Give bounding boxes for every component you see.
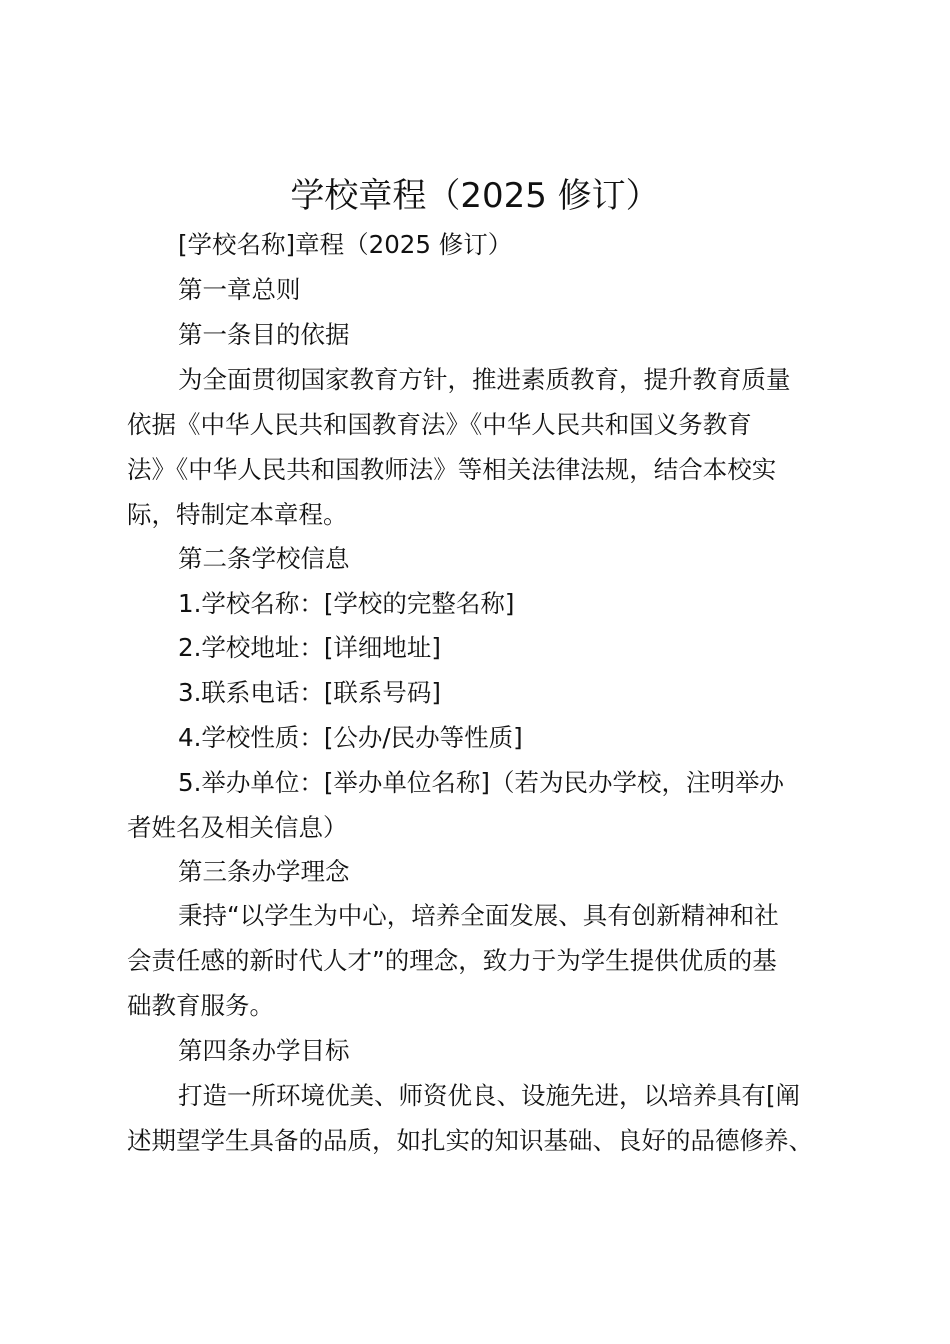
article-heading: 第四条办学目标 [178, 1036, 350, 1065]
paragraph-line: 秉持“以学生为中心，培养全面发展、具有创新精神和社 [178, 901, 779, 930]
article-heading: 第二条学校信息 [178, 544, 350, 573]
paragraph-line: 际，特制定本章程。 [127, 500, 348, 529]
article-heading: 第一条目的依据 [178, 320, 350, 349]
paragraph-line: 法》《中华人民共和国教师法》等相关法律法规，结合本校实 [127, 455, 777, 484]
charter-subtitle: [学校名称]章程（2025 修订） [178, 230, 513, 259]
list-item: 1.学校名称：[学校的完整名称] [178, 589, 515, 618]
list-item: 4.学校性质：[公办/民办等性质] [178, 723, 523, 752]
paragraph-line: 会责任感的新时代人才”的理念，致力于为学生提供优质的基 [127, 946, 777, 975]
list-item: 5.举办单位：[举办单位名称]（若为民办学校，注明举办 [178, 768, 784, 797]
paragraph-line: 为全面贯彻国家教育方针，推进素质教育，提升教育质量 [178, 365, 791, 394]
list-item: 2.学校地址：[详细地址] [178, 633, 441, 662]
chapter-heading: 第一章总则 [178, 275, 301, 304]
paragraph-line: 者姓名及相关信息） [127, 813, 348, 842]
paragraph-line: 述期望学生具备的品质，如扎实的知识基础、良好的品德修养、 [127, 1126, 813, 1155]
paragraph-line: 打造一所环境优美、师资优良、设施先进，以培养具有[阐 [178, 1081, 801, 1110]
article-heading: 第三条办学理念 [178, 857, 350, 886]
paragraph-line: 础教育服务。 [127, 991, 274, 1020]
paragraph-line: 依据《中华人民共和国教育法》《中华人民共和国义务教育 [127, 410, 752, 439]
document-title: 学校章程（2025 修订） [290, 176, 660, 216]
list-item: 3.联系电话：[联系号码] [178, 678, 441, 707]
